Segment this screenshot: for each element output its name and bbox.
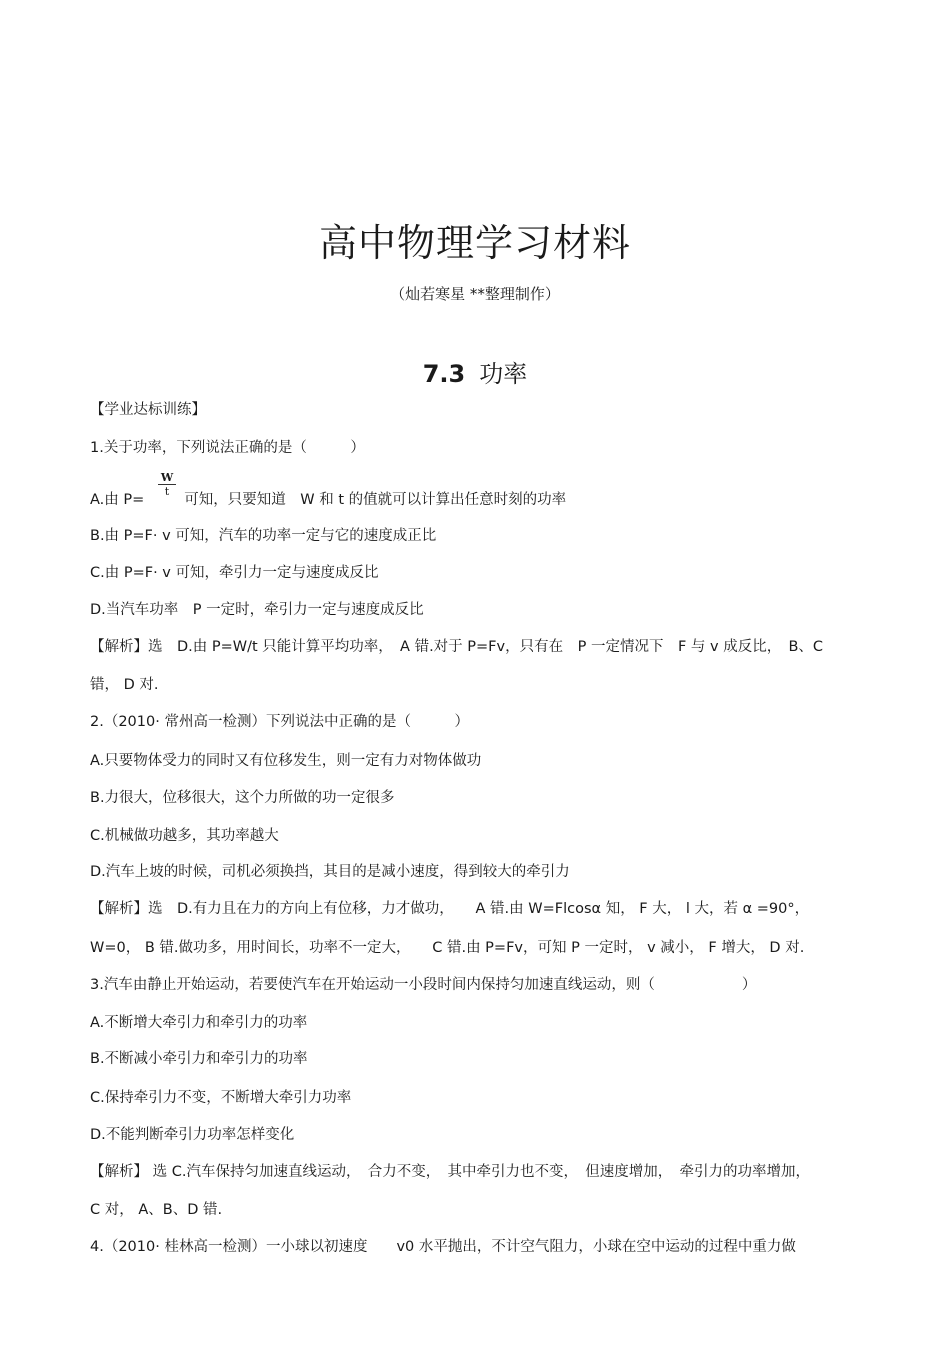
q2-stem: 2.（2010· 常州高一检测）下列说法中正确的是（ ） [90,714,469,730]
q3-option-d: D.不能判断牵引力功率怎样变化 [90,1127,295,1143]
q3-option-a: A.不断增大牵引力和牵引力的功率 [90,1015,308,1031]
q1-analysis-line-1: 【解析】选 D.由 P=W/t 只能计算平均功率， A 错.对于 P=Fv，只有在 P 一定情况下 F 与 v 成反比， B、C [90,639,824,655]
section-number: 7.3 [422,360,466,388]
section-heading [0,354,950,389]
q1-analysis-line-2: 错， D 对. [90,677,159,693]
q1-option-d: D.当汽车功率 P 一定时，牵引力一定与速度成反比 [90,602,424,618]
q2-option-c: C.机械做功越多，其功率越大 [90,828,279,844]
q1-fraction-numerator: W [158,471,176,485]
q1-option-b: B.由 P=F· v 可知，汽车的功率一定与它的速度成正比 [90,528,437,544]
q1-option-a [90,490,870,510]
q1-option-c: C.由 P=F· v 可知，牵引力一定与速度成反比 [90,565,379,581]
q1-option-a-prefix: A.由 P= [90,492,145,508]
document-subtitle: （灿若寒星 **整理制作） [390,285,560,303]
q2-option-a: A.只要物体受力的同时又有位移发生，则一定有力对物体做功 [90,753,482,769]
q3-option-b: B.不断减小牵引力和牵引力的功率 [90,1051,308,1067]
q4-stem: 4.（2010· 桂林高一检测）一小球以初速度 v0 水平抛出，不计空气阻力，小球在空中运动的过程中重力做 [90,1239,796,1255]
q3-option-c: C.保持牵引力不变，不断增大牵引力功率 [90,1090,352,1106]
q3-analysis-line-2: C 对， A、B、D 错. [90,1202,223,1218]
q2-analysis-line-2: W=0， B 错.做功多，用时间长，功率不一定大， C 错.由 P=Fv，可知 P 一定时， v 减小， F 增大， D 对. [90,940,805,956]
q2-option-d: D.汽车上坡的时候，司机必须换挡，其目的是减小速度，得到较大的牵引力 [90,864,570,880]
q1-fraction-denominator: t [164,485,170,498]
q3-stem: 3.汽车由静止开始运动，若要使汽车在开始运动一小段时间内保持匀加速直线运动，则（ ） [90,977,757,993]
document-title: 高中物理学习材料 [318,221,631,265]
training-label: 【学业达标训练】 [90,402,206,418]
q3-analysis-line-1: 【解析】 选 C.汽车保持匀加速直线运动， 合力不变， 其中牵引力也不变， 但速度增加， 牵引力的功率增加， [90,1164,810,1180]
q1-option-a-suffix: 可知，只要知道 W 和 t 的值就可以计算出任意时刻的功率 [184,492,567,508]
q2-analysis-line-1: 【解析】选 D.有力且在力的方向上有位移，力才做功， A 错.由 W=Flcosα 知， F 大， l 大，若 α =90°， [90,901,810,917]
section-name: 功率 [479,360,528,388]
q1-stem: 1.关于功率，下列说法正确的是（ ） [90,440,365,456]
q2-option-b: B.力很大，位移很大，这个力所做的功一定很多 [90,790,395,806]
